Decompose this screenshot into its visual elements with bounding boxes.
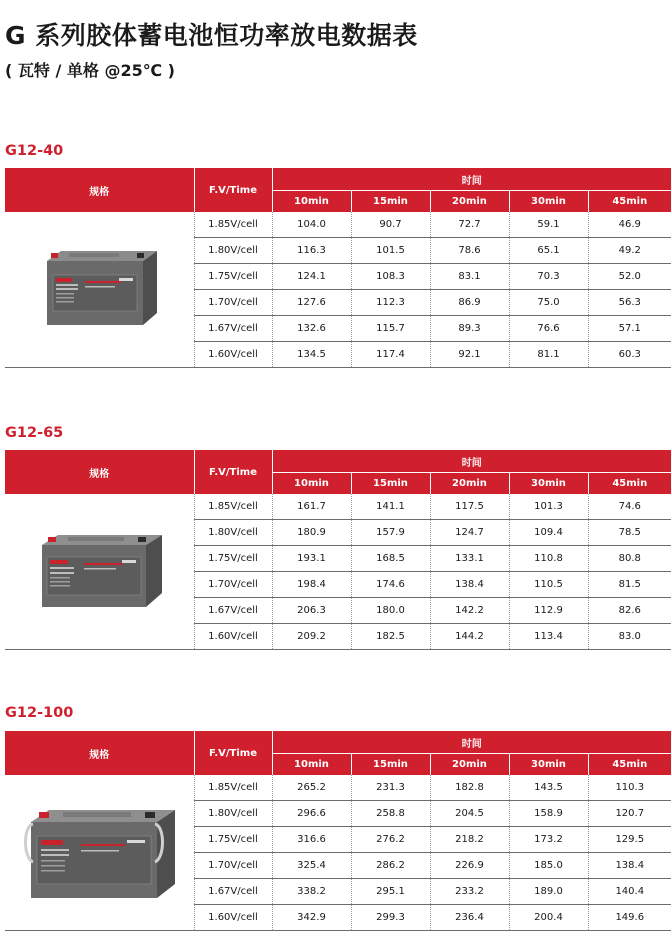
- value-cell: 138.4: [588, 853, 671, 879]
- fv-cell: 1.60V/cell: [194, 342, 272, 368]
- value-cell: 316.6: [272, 827, 351, 853]
- value-cell: 286.2: [351, 853, 430, 879]
- fv-cell: 1.67V/cell: [194, 316, 272, 342]
- value-cell: 233.2: [430, 879, 509, 905]
- value-cell: 189.0: [509, 879, 588, 905]
- value-cell: 52.0: [588, 264, 671, 290]
- value-cell: 299.3: [351, 905, 430, 931]
- table-row: [5, 494, 671, 520]
- value-cell: 78.5: [588, 520, 671, 546]
- value-cell: 101.5: [351, 238, 430, 264]
- value-cell: 134.5: [272, 342, 351, 368]
- value-cell: 180.9: [272, 520, 351, 546]
- value-cell: 80.8: [588, 546, 671, 572]
- value-cell: 92.1: [430, 342, 509, 368]
- value-cell: 83.1: [430, 264, 509, 290]
- fv-cell: 1.85V/cell: [194, 775, 272, 801]
- value-cell: 218.2: [430, 827, 509, 853]
- value-cell: 342.9: [272, 905, 351, 931]
- value-cell: 325.4: [272, 853, 351, 879]
- value-cell: 57.1: [588, 316, 671, 342]
- value-cell: 56.3: [588, 290, 671, 316]
- value-cell: 265.2: [272, 775, 351, 801]
- page-subtitle: ( 瓦特 / 单格 @25℃ ): [5, 61, 175, 80]
- header-col: 10min: [272, 754, 351, 776]
- value-cell: 112.9: [509, 598, 588, 624]
- value-cell: 209.2: [272, 624, 351, 650]
- value-cell: 75.0: [509, 290, 588, 316]
- value-cell: 120.7: [588, 801, 671, 827]
- value-cell: 78.6: [430, 238, 509, 264]
- value-cell: 231.3: [351, 775, 430, 801]
- value-cell: 338.2: [272, 879, 351, 905]
- header-col: 15min: [351, 473, 430, 495]
- header-spec: 规格: [5, 731, 194, 775]
- value-cell: 49.2: [588, 238, 671, 264]
- value-cell: 109.4: [509, 520, 588, 546]
- header-spec: 规格: [5, 168, 194, 212]
- battery-image-cell: [5, 494, 194, 650]
- value-cell: 115.7: [351, 316, 430, 342]
- value-cell: 81.5: [588, 572, 671, 598]
- model-title: G12-40: [5, 143, 64, 159]
- header-col: 10min: [272, 191, 351, 213]
- value-cell: 236.4: [430, 905, 509, 931]
- value-cell: 143.5: [509, 775, 588, 801]
- fv-cell: 1.85V/cell: [194, 212, 272, 238]
- value-cell: 132.6: [272, 316, 351, 342]
- header-col: 20min: [430, 191, 509, 213]
- value-cell: 113.4: [509, 624, 588, 650]
- value-cell: 198.4: [272, 572, 351, 598]
- value-cell: 200.4: [509, 905, 588, 931]
- header-col: 45min: [588, 754, 671, 776]
- value-cell: 168.5: [351, 546, 430, 572]
- value-cell: 182.5: [351, 624, 430, 650]
- header-fv: F.V/Time: [194, 731, 272, 775]
- value-cell: 110.5: [509, 572, 588, 598]
- value-cell: 144.2: [430, 624, 509, 650]
- value-cell: 138.4: [430, 572, 509, 598]
- header-col: 20min: [430, 754, 509, 776]
- value-cell: 173.2: [509, 827, 588, 853]
- value-cell: 110.3: [588, 775, 671, 801]
- battery-image: [34, 527, 164, 617]
- value-cell: 65.1: [509, 238, 588, 264]
- fv-cell: 1.75V/cell: [194, 827, 272, 853]
- table-row: [5, 775, 671, 801]
- value-cell: 72.7: [430, 212, 509, 238]
- spec-table-wrapper: [5, 168, 671, 368]
- battery-image-cell: [5, 212, 194, 368]
- value-cell: 226.9: [430, 853, 509, 879]
- header-col: 20min: [430, 473, 509, 495]
- value-cell: 110.8: [509, 546, 588, 572]
- value-cell: 141.1: [351, 494, 430, 520]
- model-title: G12-65: [5, 425, 64, 441]
- value-cell: 90.7: [351, 212, 430, 238]
- value-cell: 296.6: [272, 801, 351, 827]
- header-col: 15min: [351, 754, 430, 776]
- header-col: 10min: [272, 473, 351, 495]
- value-cell: 185.0: [509, 853, 588, 879]
- model-title: G12-100: [5, 705, 74, 721]
- header-col: 45min: [588, 191, 671, 213]
- header-time: 时间: [272, 450, 671, 473]
- value-cell: 295.1: [351, 879, 430, 905]
- value-cell: 82.6: [588, 598, 671, 624]
- value-cell: 142.2: [430, 598, 509, 624]
- value-cell: 81.1: [509, 342, 588, 368]
- value-cell: 133.1: [430, 546, 509, 572]
- battery-image-cell: [5, 775, 194, 931]
- value-cell: 70.3: [509, 264, 588, 290]
- header-col: 30min: [509, 754, 588, 776]
- battery-image: [39, 245, 159, 335]
- value-cell: 101.3: [509, 494, 588, 520]
- value-cell: 116.3: [272, 238, 351, 264]
- fv-cell: 1.70V/cell: [194, 853, 272, 879]
- fv-cell: 1.80V/cell: [194, 801, 272, 827]
- header-col: 15min: [351, 191, 430, 213]
- header-fv: F.V/Time: [194, 450, 272, 494]
- header-col: 30min: [509, 191, 588, 213]
- value-cell: 180.0: [351, 598, 430, 624]
- value-cell: 117.4: [351, 342, 430, 368]
- value-cell: 124.1: [272, 264, 351, 290]
- value-cell: 89.3: [430, 316, 509, 342]
- fv-cell: 1.80V/cell: [194, 238, 272, 264]
- header-fv: F.V/Time: [194, 168, 272, 212]
- value-cell: 258.8: [351, 801, 430, 827]
- discharge-table: [5, 731, 671, 931]
- header-col: 30min: [509, 473, 588, 495]
- value-cell: 276.2: [351, 827, 430, 853]
- fv-cell: 1.80V/cell: [194, 520, 272, 546]
- battery-image: [19, 798, 179, 908]
- value-cell: 112.3: [351, 290, 430, 316]
- value-cell: 157.9: [351, 520, 430, 546]
- value-cell: 104.0: [272, 212, 351, 238]
- value-cell: 127.6: [272, 290, 351, 316]
- value-cell: 46.9: [588, 212, 671, 238]
- fv-cell: 1.67V/cell: [194, 879, 272, 905]
- value-cell: 182.8: [430, 775, 509, 801]
- page-title: G 系列胶体蓄电池恒功率放电数据表: [5, 21, 418, 50]
- fv-cell: 1.75V/cell: [194, 264, 272, 290]
- fv-cell: 1.67V/cell: [194, 598, 272, 624]
- fv-cell: 1.70V/cell: [194, 572, 272, 598]
- fv-cell: 1.60V/cell: [194, 905, 272, 931]
- fv-cell: 1.60V/cell: [194, 624, 272, 650]
- value-cell: 206.3: [272, 598, 351, 624]
- value-cell: 174.6: [351, 572, 430, 598]
- value-cell: 204.5: [430, 801, 509, 827]
- value-cell: 86.9: [430, 290, 509, 316]
- value-cell: 83.0: [588, 624, 671, 650]
- spec-table-wrapper: [5, 731, 671, 931]
- value-cell: 76.6: [509, 316, 588, 342]
- value-cell: 60.3: [588, 342, 671, 368]
- spec-table-wrapper: [5, 450, 671, 650]
- header-time: 时间: [272, 731, 671, 754]
- discharge-table: [5, 450, 671, 650]
- value-cell: 129.5: [588, 827, 671, 853]
- value-cell: 193.1: [272, 546, 351, 572]
- value-cell: 158.9: [509, 801, 588, 827]
- header-col: 45min: [588, 473, 671, 495]
- value-cell: 74.6: [588, 494, 671, 520]
- fv-cell: 1.75V/cell: [194, 546, 272, 572]
- fv-cell: 1.70V/cell: [194, 290, 272, 316]
- header-time: 时间: [272, 168, 671, 191]
- value-cell: 161.7: [272, 494, 351, 520]
- fv-cell: 1.85V/cell: [194, 494, 272, 520]
- discharge-table: [5, 168, 671, 368]
- table-row: [5, 212, 671, 238]
- value-cell: 108.3: [351, 264, 430, 290]
- value-cell: 59.1: [509, 212, 588, 238]
- header-spec: 规格: [5, 450, 194, 494]
- value-cell: 140.4: [588, 879, 671, 905]
- value-cell: 149.6: [588, 905, 671, 931]
- value-cell: 124.7: [430, 520, 509, 546]
- value-cell: 117.5: [430, 494, 509, 520]
